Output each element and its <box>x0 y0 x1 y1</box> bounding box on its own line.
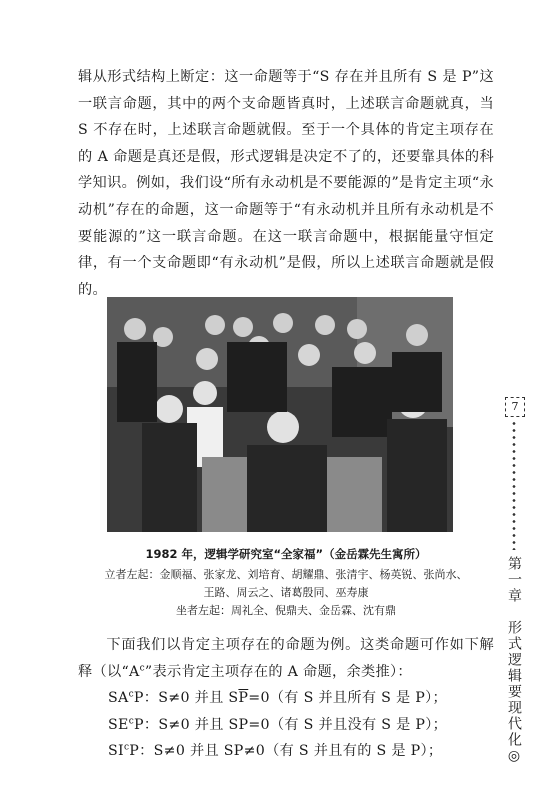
formula-sa <box>78 685 494 712</box>
paragraph-2 <box>78 632 494 685</box>
main-paragraph <box>78 64 494 303</box>
page-number: 7 <box>505 397 525 417</box>
formula-sa-overline: $\overline{P}$ <box>238 690 249 707</box>
caption-seated-line: 坐者左起：周礼全、倪鼎夫、金岳霖、沈有鼎 <box>176 604 396 617</box>
formula-sa-label: SA <box>108 690 129 707</box>
chapter-title-vertical: 第一章 形式逻辑要现代化◎ <box>506 556 522 766</box>
formula-si-text: P：S≠0 并且 SP≠0（有 S 并且有的 S 是 P）； <box>129 743 443 760</box>
dotted-divider <box>512 420 516 550</box>
formula-sa-text-a: P：S≠0 并且 S <box>133 690 239 707</box>
paragraph-2-sup: c <box>139 662 145 673</box>
formula-se-text: P：S≠0 并且 SP=0（有 S 并且没有 S 是 P）； <box>134 716 448 733</box>
formula-se-label: SE <box>108 716 129 733</box>
formula-se <box>78 712 494 739</box>
caption-standing-line-2: 王路、周云之、诸葛殷同、巫寿康 <box>203 586 369 599</box>
caption-title: 1982 年，逻辑学研究室“全家福”（金岳霖先生寓所） <box>145 547 427 561</box>
formula-sa-text-b: =0（有 S 并且所有 S 是 P）； <box>248 690 448 707</box>
caption-standing-line-1: 立者左起：金顺福、张家龙、刘培育、胡耀鼎、张清宇、杨英锐、张尚水、 <box>104 568 468 581</box>
formula-si-sup: c <box>123 742 130 753</box>
formula-se-sup: c <box>128 716 135 727</box>
paragraph-1: 辑从形式结构上断定：这一命题等于“S 存在并且所有 S 是 P”这一联言命题，其中的两个支命题皆真时，上述联言命题就真，当 S 不存在时，上述联言命题就假。至于一个具体的肯定主项存在的 A 命题是真还是假，形式逻辑是决定不了的，还要靠具体的科学知识。例如，我们设“所有永动机是不要能源的”是肯定主项“永动机”存在的命题，这一命题等于“有永动机并且所有永动机是不要能源的”这一联言命题。在这一联言命题中，根据能量守恒定律，有一个支命题即“有永动机”是假，所以上述联言命题就是假的。 <box>78 69 494 298</box>
group-photo-image <box>107 297 453 532</box>
lower-text <box>78 632 494 765</box>
paragraph-2-text: 下面我们以肯定主项存在的命题为例。这类命题可作如下解释（以“A <box>78 637 494 680</box>
formula-si-label: SI <box>108 743 124 760</box>
paragraph-2-end: ”表示肯定主项存在的 A 命题，余类推）： <box>144 663 412 680</box>
photo-caption <box>78 545 494 620</box>
group-photo <box>107 297 453 532</box>
formula-sa-sup: c <box>128 689 134 700</box>
formula-si <box>78 738 494 765</box>
